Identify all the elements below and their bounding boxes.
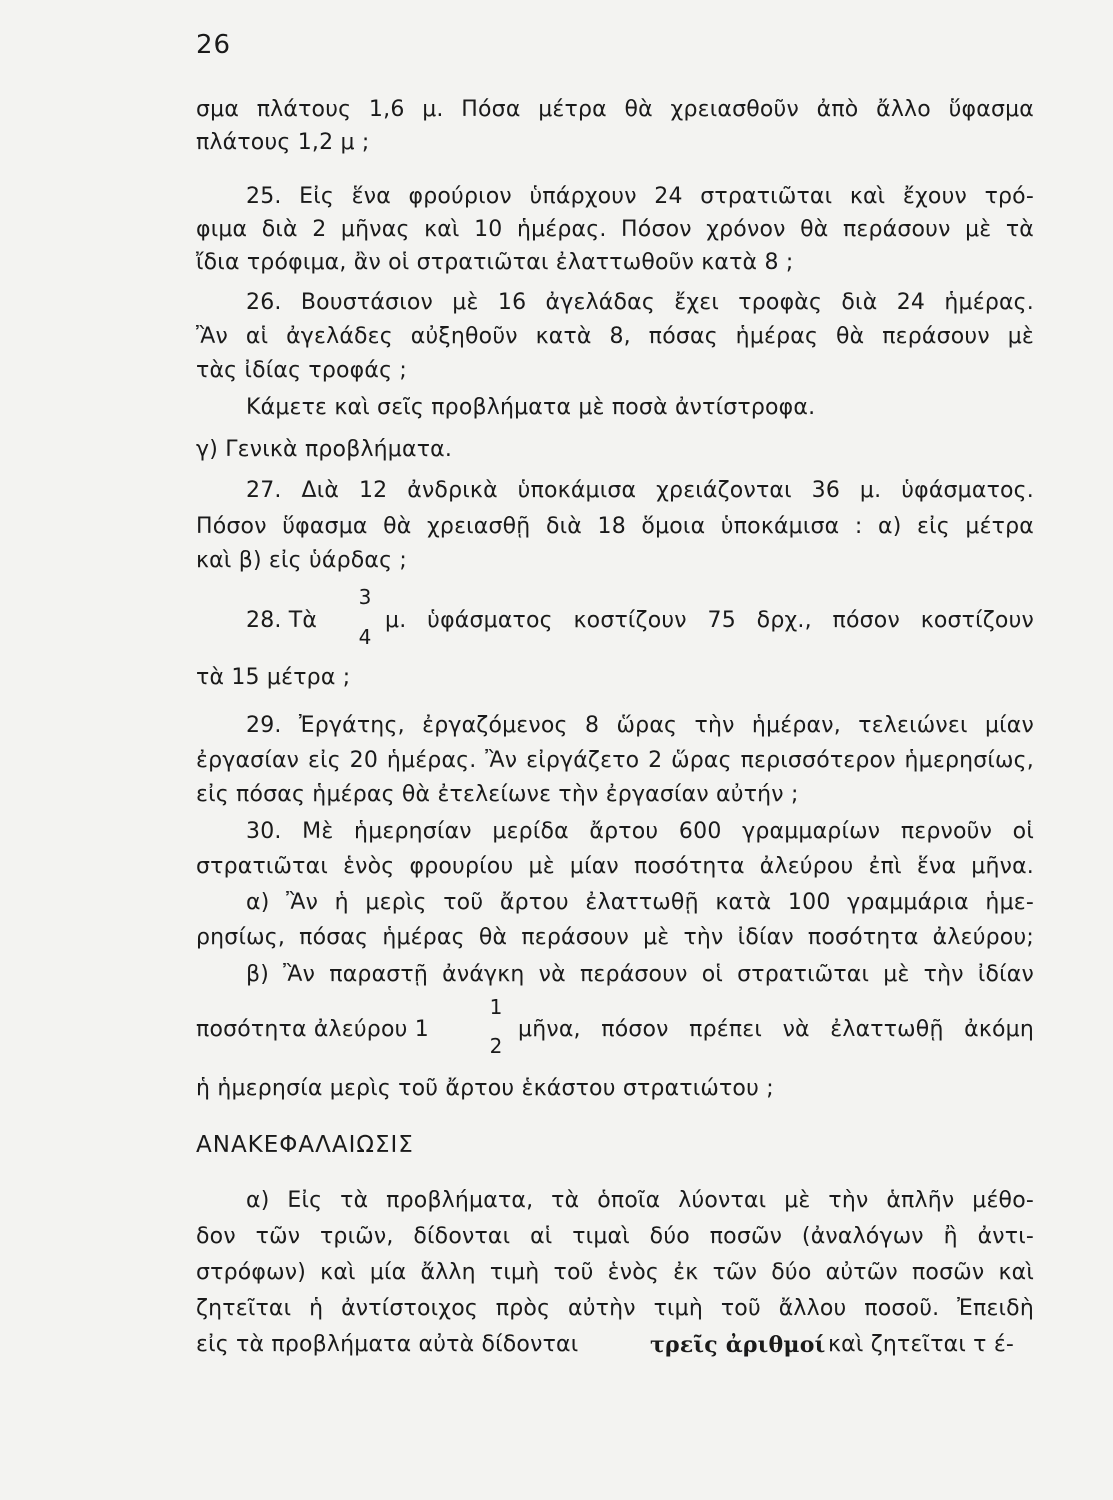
- summary-last-line-start: εἰς τὰ προβλήματα αὐτὰ δίδονται: [196, 1332, 579, 1357]
- fraction-numerator: 3: [358, 585, 372, 609]
- problem-30-line: α) Ἂν ἡ μερὶς τοῦ ἄρτου ἐλαττωθῇ κατὰ 100 γραμμάρια ἡμε-: [246, 890, 1034, 915]
- problem-27-line: Πόσον ὕφασμα θὰ χρειασθῇ διὰ 18 ὅμοια ὑποκάμισα : α) εἰς μέτρα: [196, 514, 1034, 539]
- problem-26-line: τὰς ἰδίας τροφάς ;: [196, 358, 408, 383]
- problem-26-line: 26. Βουστάσιον μὲ 16 ἀγελάδας ἔχει τροφὰς διὰ 24 ἡμέρας.: [246, 290, 1034, 315]
- problem-25-line: φιμα διὰ 2 μῆνας καὶ 10 ἡμέρας. Πόσον χρόνον θὰ περάσουν μὲ τὰ: [196, 217, 1034, 242]
- problem-30-line: ἡ ἡμερησία μερὶς τοῦ ἄρτου ἑκάστου στρατιώτου ;: [196, 1076, 774, 1101]
- problem-25-line: 25. Εἰς ἕνα φρούριον ὑπάρχουν 24 στρατιῶται καὶ ἔχουν τρό-: [246, 184, 1034, 209]
- text-line: σμα πλάτους 1,6 μ. Πόσα μέτρα θὰ χρειασθοῦν ἀπὸ ἄλλο ὕφασμα: [196, 97, 1034, 122]
- fraction-denominator: 4: [358, 625, 372, 649]
- fraction-denominator: 2: [489, 1034, 503, 1058]
- problem-30-line: ρησίως, πόσας ἡμέρας θὰ περάσουν μὲ τὴν ἰδίαν ποσότητα ἀλεύρου;: [196, 925, 1034, 950]
- problem-27-line: 27. Διὰ 12 ἀνδρικὰ ὑποκάμισα χρειάζονται 36 μ. ὑφάσματος.: [246, 478, 1034, 503]
- summary-heading: ΑΝΑΚΕΦΑΛΑΙΩΣΙΣ: [196, 1132, 414, 1158]
- problem-29-line: 29. Ἐργάτης, ἐργαζόμενος 8 ὥρας τὴν ἡμέραν, τελειώνει μίαν: [246, 713, 1034, 738]
- problem-26-line: Ἂν αἱ ἀγελάδες αὐξηθοῦν κατὰ 8, πόσας ἡμέρας θὰ περάσουν μὲ: [196, 324, 1034, 349]
- exercise-line: Κάμετε καὶ σεῖς προβλήματα μὲ ποσὰ ἀντίστροφα.: [246, 395, 816, 420]
- summary-line: στρόφων) καὶ μία ἄλλη τιμὴ τοῦ ἑνὸς ἐκ τῶν δύο αὐτῶν ποσῶν καὶ: [196, 1260, 1034, 1285]
- problem-30-line: β) Ἂν παραστῇ ἀνάγκη νὰ περάσουν οἱ στρατιῶται μὲ τὴν ἰδίαν: [246, 962, 1034, 987]
- summary-bold-term: τρεῖς ἀριθμοί: [650, 1332, 826, 1358]
- text-line: πλάτους 1,2 μ ;: [196, 130, 370, 155]
- problem-29-line: εἰς πόσας ἡμέρας θὰ ἐτελείωνε τὴν ἐργασίαν αὐτήν ;: [196, 782, 799, 807]
- summary-line: ζητεῖται ἡ ἀντίστοιχος πρὸς αὐτὴν τιμὴ τοῦ ἄλλου ποσοῦ. Ἐπειδὴ: [196, 1296, 1034, 1321]
- problem-30-fraction-end: μῆνα, πόσον πρέπει νὰ ἐλαττωθῇ ἀκόμη: [518, 1017, 1034, 1042]
- problem-27-line: καὶ β) εἰς ὑάρδας ;: [196, 548, 408, 573]
- summary-last-line-end: καὶ ζητεῖται τ έ-: [828, 1332, 1015, 1357]
- page-number: 26: [196, 30, 232, 60]
- problem-28-end: μ. ὑφάσματος κοστίζουν 75 δρχ., πόσον κοστίζουν: [385, 608, 1034, 633]
- problem-30-fraction-start: ποσότητα ἀλεύρου 1: [196, 1017, 429, 1042]
- fraction-numerator: 1: [489, 995, 503, 1019]
- problem-29-line: ἐργασίαν εἰς 20 ἡμέρας. Ἂν εἰργάζετο 2 ὥρας περισσότερον ἡμερησίως,: [196, 748, 1034, 773]
- problem-30-line: 30. Μὲ ἡμερησίαν μερίδα ἄρτου 600 γραμμαρίων περνοῦν οἱ: [246, 819, 1034, 844]
- summary-line: δον τῶν τριῶν, δίδονται αἱ τιμαὶ δύο ποσῶν (ἀναλόγων ἢ ἀντι-: [196, 1224, 1034, 1249]
- problem-30-line: στρατιῶται ἑνὸς φρουρίου μὲ μίαν ποσότητα ἀλεύρου ἐπὶ ἕνα μῆνα.: [196, 854, 1034, 879]
- summary-line: α) Εἰς τὰ προβλήματα, τὰ ὁποῖα λύονται μὲ τὴν ἁπλῆν μέθο-: [246, 1188, 1034, 1213]
- problem-28-line: τὰ 15 μέτρα ;: [196, 665, 351, 690]
- section-heading-general: γ) Γενικὰ προβλήματα.: [196, 437, 453, 462]
- problem-25-line: ἴδια τρόφιμα, ἂν οἱ στρατιῶται ἐλαττωθοῦν κατὰ 8 ;: [196, 250, 794, 275]
- problem-28-start: 28. Τὰ: [246, 608, 318, 633]
